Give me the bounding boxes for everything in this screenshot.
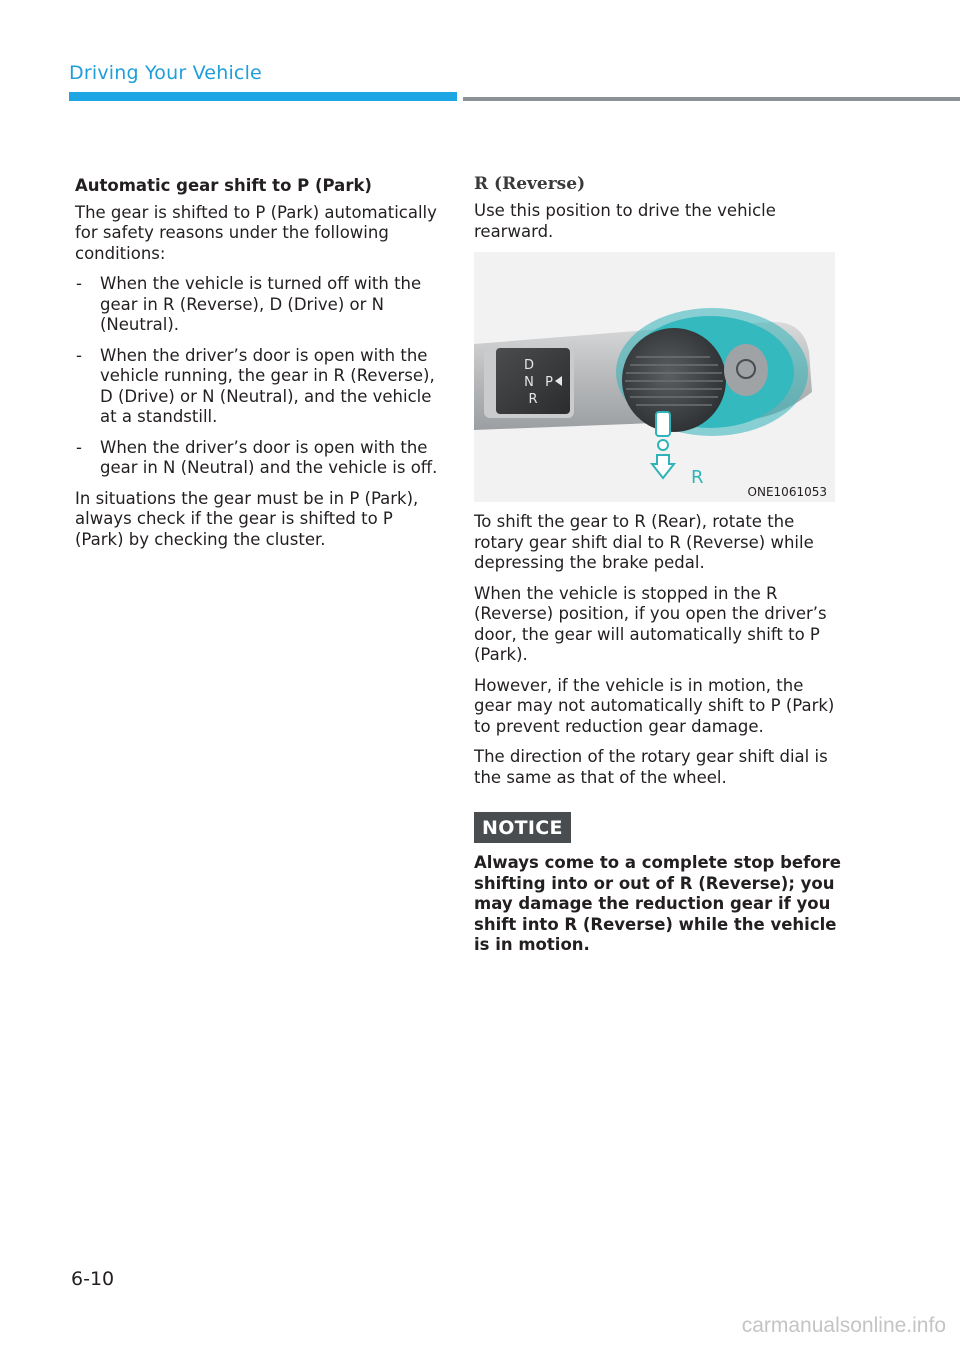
- list-item-text: When the driver’s door is open with the vehicle running, the gear in R (Reverse), D (Drive) or N (Neutral), and the vehicle at a standstill.: [100, 345, 435, 426]
- list-item-text: When the vehicle is turned off with the gear in R (Reverse), D (Drive) or N (Neutral).: [100, 274, 422, 334]
- section-title: Driving Your Vehicle: [69, 62, 262, 84]
- right-column: [474, 174, 844, 956]
- brake-indicator-icon: [656, 412, 670, 436]
- gear-label-p: P: [545, 375, 553, 390]
- dash-mark: -: [76, 437, 82, 457]
- header-rule-accent: [69, 92, 457, 101]
- rotary-gear-dial: [622, 328, 726, 432]
- auto-park-intro: The gear is shifted to P (Park) automatically for safety reasons under the following conditions:: [75, 202, 437, 263]
- list-item: [75, 346, 440, 428]
- left-column: [75, 176, 440, 560]
- watermark: carmanualsonline.info: [741, 1314, 946, 1337]
- reverse-paragraph: To shift the gear to R (Rear), rotate the rotary gear shift dial to R (Reverse) while depressing the brake pedal.: [474, 512, 814, 572]
- dash-mark: -: [76, 345, 82, 365]
- reverse-heading: R (Reverse): [474, 174, 586, 194]
- notice-badge: NOTICE: [474, 812, 571, 843]
- direction-label-r: R: [691, 467, 704, 488]
- reverse-paragraph: When the vehicle is stopped in the R (Reverse) position, if you open the driver’s door, the gear will automatically shift to P (Park).: [474, 583, 827, 664]
- dash-mark: -: [76, 274, 82, 293]
- gear-dial-illustration: [474, 252, 835, 502]
- list-item: [75, 274, 440, 336]
- rotate-down-arrow-icon: [652, 455, 674, 478]
- gear-dial-drawing: [474, 252, 835, 502]
- notice-text: Always come to a complete stop before shifting into or out of R (Reverse); you may damage the reduction gear if you shift into R (Reverse) while the vehicle is in motion.: [474, 853, 841, 954]
- condition-list: [75, 274, 440, 479]
- header-rule: [463, 97, 960, 101]
- reverse-paragraph: The direction of the rotary gear shift dial is the same as that of the wheel.: [474, 747, 828, 787]
- list-item: [75, 438, 440, 479]
- list-item-text: When the driver’s door is open with the gear in N (Neutral) and the vehicle is off.: [100, 437, 438, 477]
- gear-label-d: D: [523, 358, 535, 373]
- figure-code: ONE1061053: [747, 485, 827, 499]
- page-number: 6-10: [71, 1268, 115, 1290]
- reverse-paragraph: However, if the vehicle is in motion, the gear may not automatically shift to P (Park) to prevent reduction gear damage.: [474, 675, 835, 736]
- gear-label-n: N: [524, 375, 534, 390]
- auto-park-closing: In situations the gear must be in P (Park), always check if the gear is shifted to P (Park) by checking the cluster.: [75, 488, 419, 549]
- gear-label-r: R: [528, 392, 538, 407]
- reverse-intro: Use this position to drive the vehicle rearward.: [474, 201, 776, 241]
- auto-park-heading: Automatic gear shift to P (Park): [75, 176, 372, 195]
